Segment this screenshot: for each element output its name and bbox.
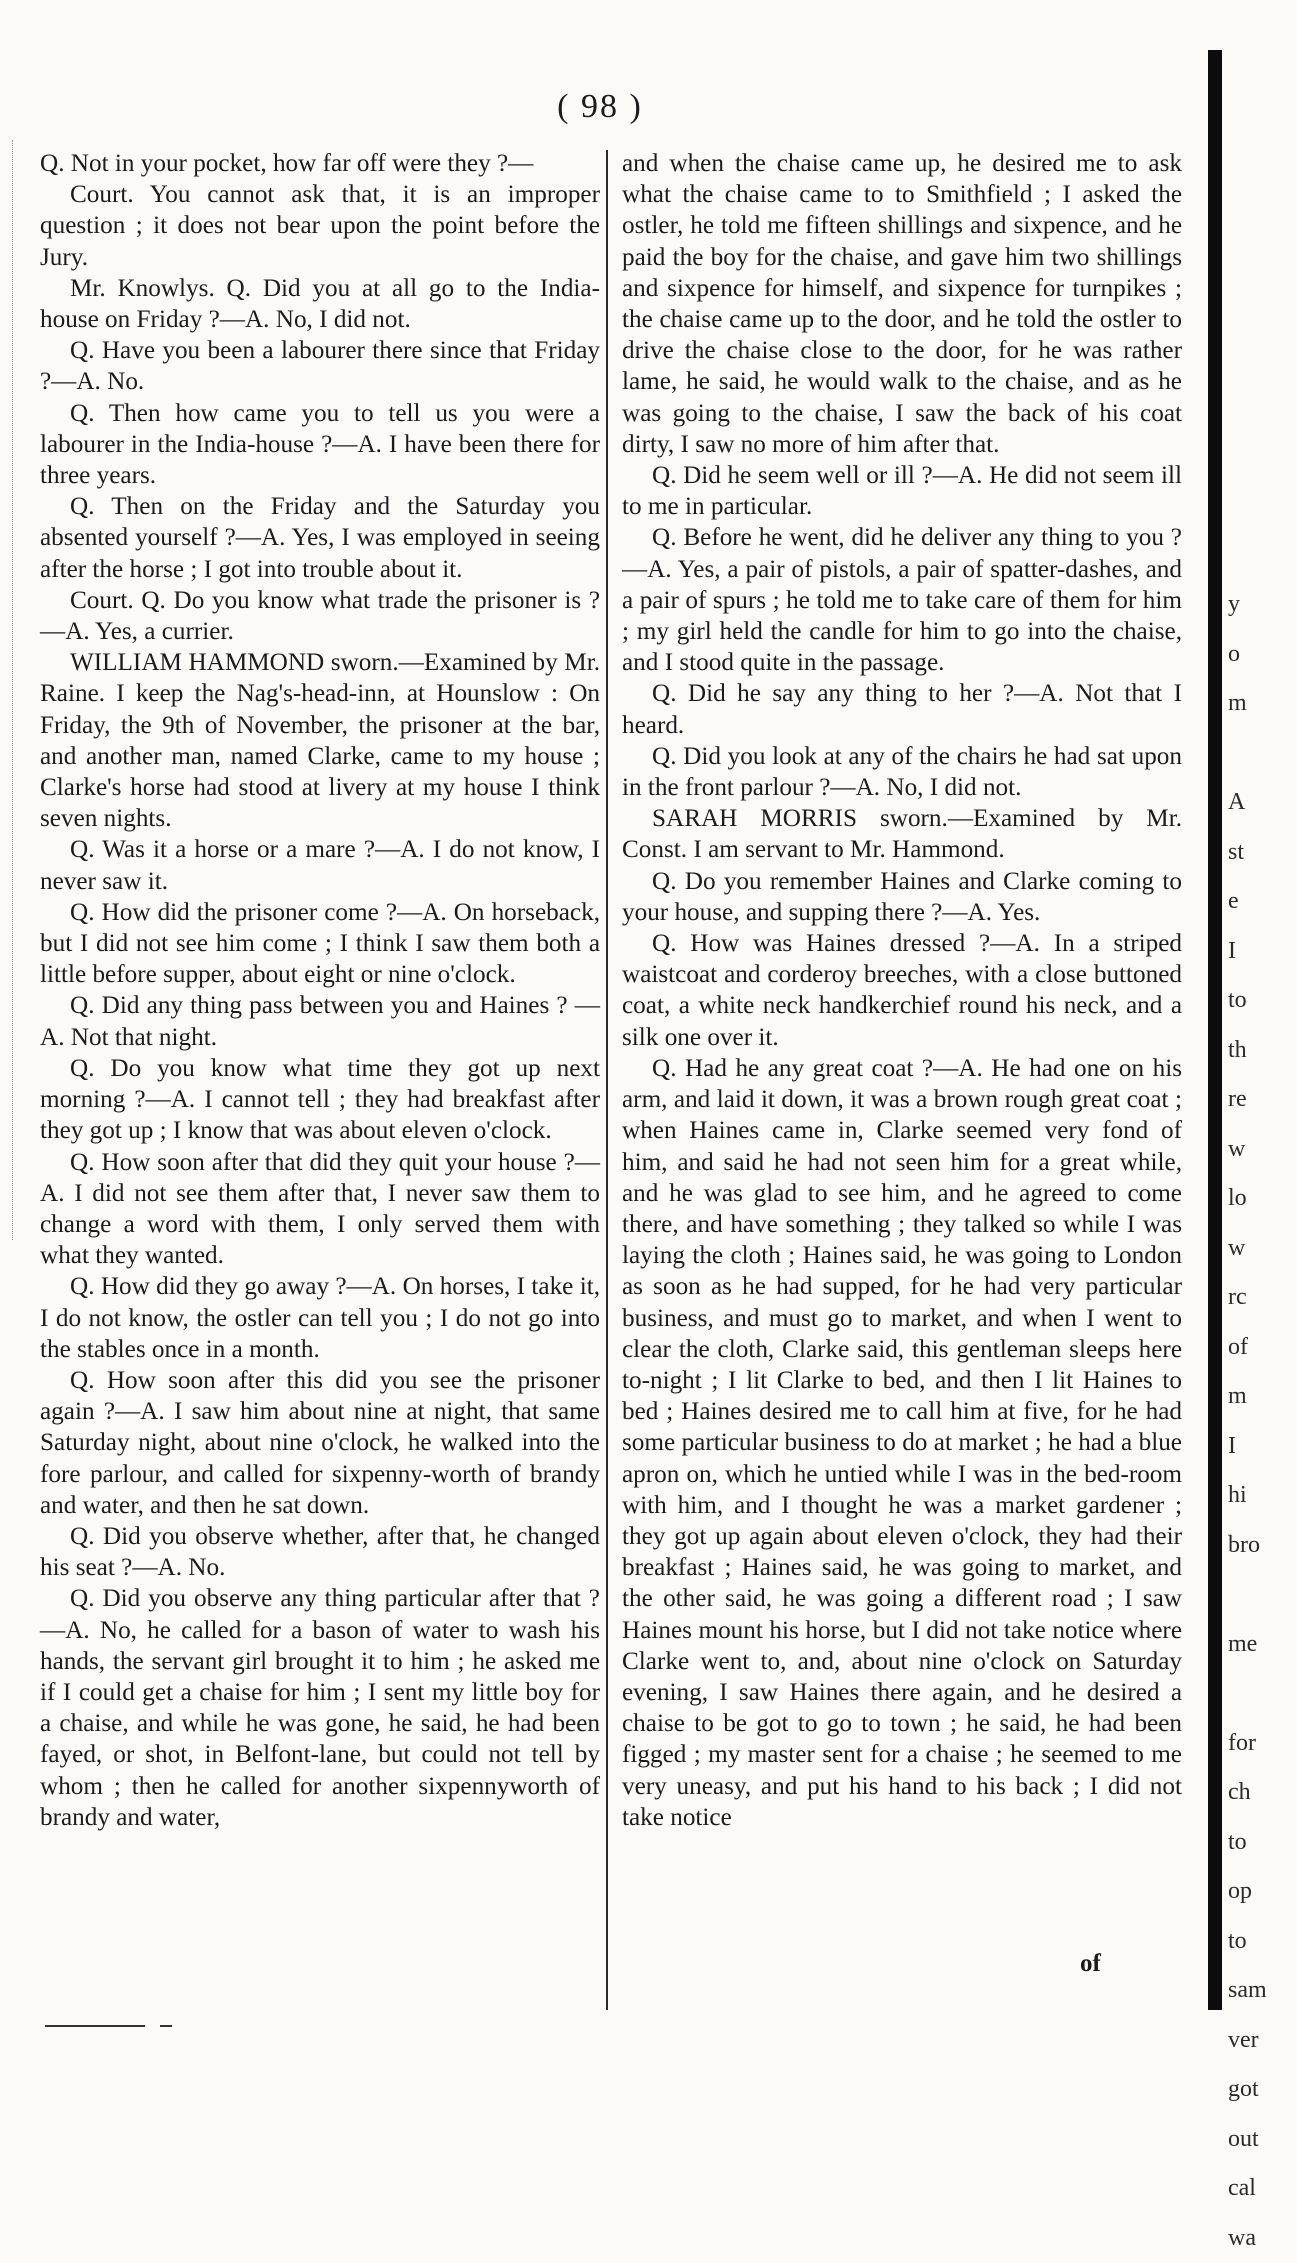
left-margin-marks bbox=[12, 140, 17, 1240]
paragraph: Q. Before he went, did he deliver any thing to you ?—A. Yes, a pair of pistols, a pair of spatter-dashes, and a pair of spurs ; he told me to take care of them for him ; my girl held the candle for him to go into the chaise, and I stood quite in the passage. bbox=[622, 524, 1182, 677]
page-number: ( 98 ) bbox=[557, 88, 643, 125]
page-gutter-shadow bbox=[1208, 50, 1222, 2010]
paragraph: Q. Did he say any thing to her ?—A. Not that I heard. bbox=[622, 680, 1182, 739]
paragraph: Q. How did they go away ?—A. On horses, I take it, I do not know, the ostler can tell you ; I do not go into the stables once in a month. bbox=[40, 1273, 600, 1363]
paragraph: Q. Do you know what time they got up next morning ?—A. I cannot tell ; they had breakfast after they got up ; I know that was about eleven o'clock. bbox=[40, 1054, 600, 1145]
paragraph: Q. Do you remember Haines and Clarke coming to your house, and supping there ?—A. Yes. bbox=[622, 867, 1182, 926]
paragraph: Q. Then how came you to tell us you were a labourer in the India-house ?—A. I have been there for three years. bbox=[40, 399, 600, 490]
paragraph: Q. Did you observe whether, after that, he changed his seat ?—A. No. bbox=[40, 1522, 600, 1582]
right-column bbox=[622, 148, 1182, 1833]
column-divider bbox=[606, 150, 608, 2010]
paragraph: Q. How soon after that did they quit your house ?—A. I did not see them after that, I never saw them to change a word with them, I only served them with what they wanted. bbox=[40, 1148, 600, 1270]
paragraph: Court. Q. Do you know what trade the prisoner is ?—A. Yes, a currier. bbox=[40, 586, 600, 646]
paragraph: Q. How soon after this did you see the prisoner again ?—A. I saw him about nine at night, that same Saturday night, about nine o'clock, he walked into the fore parlour, and called for sixpenny-worth of brandy and water, and then he sat down. bbox=[40, 1366, 600, 1519]
paragraph: Mr. Knowlys. Q. Did you at all go to the India-house on Friday ?—A. No, I did not. bbox=[40, 274, 600, 334]
paragraph: Q. Then on the Friday and the Saturday you absented yourself ?—A. Yes, I was employed in seeing after the horse ; I got into trouble about it. bbox=[40, 493, 600, 583]
paragraph: Q. Did he seem well or ill ?—A. He did not seem ill to me in particular. bbox=[622, 462, 1182, 521]
paragraph: SARAH MORRIS sworn.—Examined by Mr. Const. I am servant to Mr. Hammond. bbox=[622, 805, 1182, 864]
paragraph: Q. Did you look at any of the chairs he had sat upon in the front parlour ?—A. No, I did not. bbox=[622, 742, 1182, 802]
paragraph: Q. Not in your pocket, how far off were they ?— bbox=[40, 150, 534, 177]
left-column bbox=[40, 148, 600, 1833]
paragraph: and when the chaise came up, he desired me to ask what the chaise came to to Smithfield ; I asked the ostler, he told me fifteen shillings and sixpence, and he paid the boy for the chaise, and gave him two shillings and sixpence for himself, and sixpence for turnpikes ; the chaise came up to the door, and he told the ostler to drive the chaise close to the door, for he was rather lame, he said, he would walk to the chaise, and as he was going to the chaise, I saw the back of his coat dirty, I saw no more of him after that. bbox=[622, 150, 1182, 458]
catchword: of bbox=[1080, 1950, 1101, 1977]
paragraph: Q. How did the prisoner come ?—A. On horseback, but I did not see him come ; I think I saw them both a little before supper, about eight or nine o'clock. bbox=[40, 898, 600, 989]
adjacent-page-fragment: y o m A st e I to th re w lo w rc of m I hi bro me for ch to op to sam ver got out cal wa bbox=[1228, 591, 1267, 2251]
bottom-rule bbox=[45, 2025, 145, 2027]
paragraph: Q. Had he any great coat ?—A. He had one on his arm, and laid it down, it was a brown rough great coat ; when Haines came in, Clarke seemed very fond of him, and said he had not seen him for a great while, and he was glad to see him, and he agreed to come there, and have something ; they talked so while I was laying the cloth ; Haines said, he was going to London as soon as he had supped, for he had very particular business, and must go to market, and when I went to clear the cloth, Clarke said, this gentleman sleeps here to-night ; I lit Clarke to bed, and then I lit Haines to bed ; Haines desired me to call him at five, for he had some particular business to do at market ; he had a blue apron on, which he untied while I was in the bed-room with him, and I thought he was a market gardener ; they got up again about eleven o'clock, they had their breakfast ; Haines said, he was going to market, and the other said, he was going a different road ; I saw Haines mount his horse, but I did not take notice where Clarke went to, and, about nine o'clock on Saturday evening, I saw Haines there again, and he desired a chaise to be got to go to town ; he said, he had been figged ; my master sent for a chaise ; he seemed to me very uneasy, and put his hand to his back ; I did not take notice bbox=[622, 1054, 1182, 1831]
bottom-rule-short bbox=[160, 2025, 172, 2027]
paragraph: Q. Have you been a labourer there since that Friday ?—A. No. bbox=[40, 337, 600, 396]
paragraph: Q. Did any thing pass between you and Haines ? —A. Not that night. bbox=[40, 992, 600, 1051]
paragraph: WILLIAM HAMMOND sworn.—Examined by Mr. Raine. I keep the Nag's-head-inn, at Hounslow : On Friday, the 9th of November, the prisoner at the bar, and another man, named Clarke, came to my house ; Clarke's horse had stood at livery at my house I think seven nights. bbox=[40, 649, 600, 833]
paragraph: Court. You cannot ask that, it is an improper question ; it does not bear upon the point before the Jury. bbox=[40, 181, 600, 271]
paragraph: Q. Was it a horse or a mare ?—A. I do not know, I never saw it. bbox=[40, 836, 600, 895]
paragraph: Q. How was Haines dressed ?—A. In a striped waistcoat and corderoy breeches, with a close buttoned coat, a white neck handkerchief round his neck, and a silk one over it. bbox=[622, 930, 1182, 1051]
paragraph: Q. Did you observe any thing particular after that ?—A. No, he called for a bason of water to wash his hands, the servant girl brought it to him ; he asked me if I could get a chaise for him ; I sent my little boy for a chaise, and while he was gone, he said, he had been fayed, or shot, in Belfont-lane, but could not tell by whom ; then he called for another sixpennyworth of brandy and water, bbox=[40, 1585, 600, 1831]
